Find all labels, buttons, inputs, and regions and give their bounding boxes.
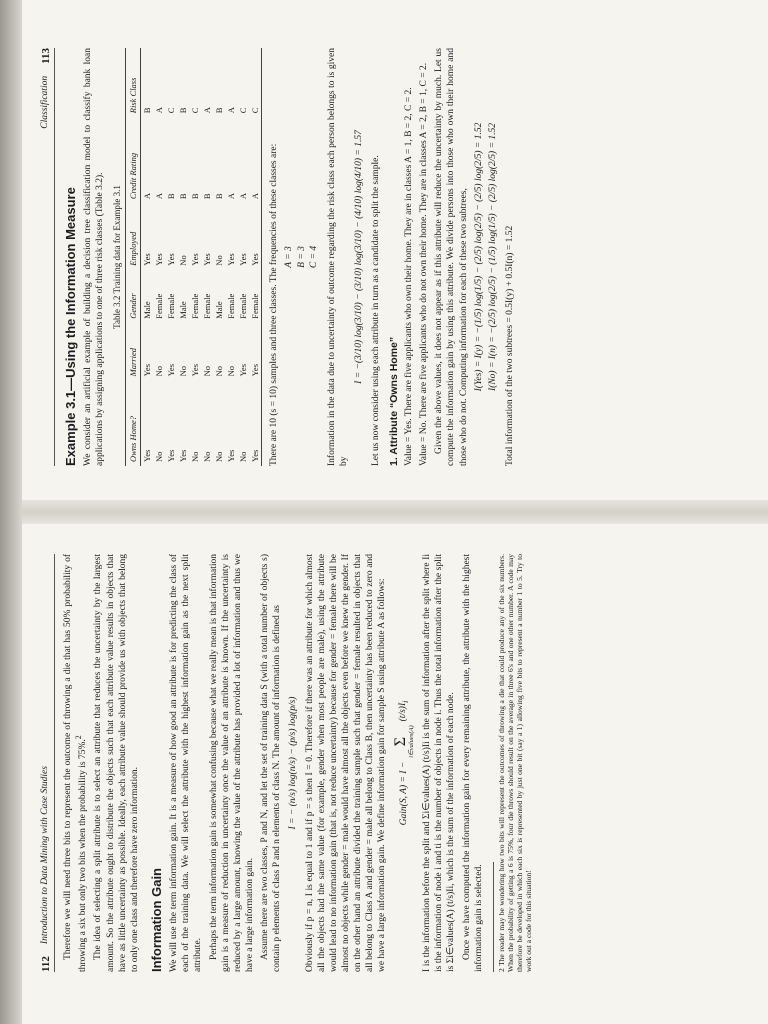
right-page [0, 0, 768, 500]
attribute-heading: 1. Attribute “Owns Home” [387, 336, 400, 466]
information-value-equation: I = −(3/10) log(3/10) − (3/10) log(3/10) − (4/10) log(4/10) = 1.57 [353, 130, 364, 384]
table-cell: Male [142, 301, 153, 319]
table-cell: Female [202, 293, 213, 319]
right-paragraph: Value = No. There are five applicants who do not own their home. They are in classes A = 2, B = 1, C = 2. [419, 62, 430, 466]
example-title: Example 3.1—Using the Information Measure [63, 187, 78, 466]
table-cell: Yes [249, 380, 262, 466]
class-frequencies [283, 48, 320, 466]
section-title-information-gain: Information Gain [149, 868, 165, 972]
table-row [141, 48, 154, 466]
table-cell: Female [238, 293, 249, 319]
table-cell: Yes [238, 363, 249, 377]
left-paragraph: Therefore we will need three bits to represent the outcome of throwing a die that has 50% probability of throwing a six but only two bits when the probability is 75%.$^2$ [63, 554, 89, 972]
left-paragraph: Once we have computed the information gain for every remaining attribute, the attribute with the highest information gain is selected. [461, 554, 484, 972]
table-cell: Yes [166, 253, 177, 266]
table-row [237, 48, 249, 466]
table-row [249, 48, 262, 466]
table-cell: B [178, 193, 189, 200]
table-row [201, 48, 213, 466]
table-cell: Yes [142, 449, 153, 462]
table-cell: A [226, 192, 237, 200]
table-caption: Table 3.2 Training data for Example 3.1 [112, 185, 123, 329]
gain-equation-rhs: $(t/s)I_i$ [397, 700, 410, 722]
training-data-table [125, 48, 262, 466]
table-cell: A [142, 192, 153, 200]
table-cell: C [190, 107, 201, 114]
left-paragraph: Obviously if p = n, I is equal to 1 and if p = s then I = 0. Therefore if there was an attribute for which almost all the objects had the same value (for example, gender when most people are male), using the attribute would lead to no information gain (that is, not reduce uncertainty) because for gender = female there will be almost no objects while gender = male would have almost all the objects even before we knew the gender. If on the other hand an attribute divided the training sample such that gender = female resulted in objects that all belong to Class A and gender = male all belong to Class B, then uncertainty has been reduced to zero and we have a large information gain. We define information gain for sample S using attribute A as follows: [304, 554, 388, 972]
right-paragraph: There are 10 (s = 10) samples and three classes. The frequencies of these classes are: [269, 143, 280, 466]
scan-edge-shadow [0, 0, 22, 1024]
right-paragraph: Let us now consider using each attribute in turn as a candidate to split the sample. [370, 155, 381, 466]
table-cell: B [142, 107, 153, 114]
right-paragraph: Information in the data due to uncertainty of outcome regarding the risk class each person belongs to is given by [326, 48, 349, 466]
table-cell: B [214, 107, 225, 114]
table-cell: Yes [142, 253, 153, 266]
left-paragraph: We will use the term information gain. It is a measure of how good an attribute is for predicting the class of each of the training data. We will select the attribute with the highest information gain as the next split attribute. [169, 554, 204, 972]
table-cell: Yes [178, 449, 189, 462]
column-header: Risk Class [126, 48, 141, 117]
column-header: Owns Home? [126, 380, 141, 466]
table-cell: Yes [154, 253, 165, 266]
left-page [0, 524, 768, 1024]
gain-equation [393, 554, 416, 972]
table-cell: No [178, 255, 189, 266]
footnote-rule [493, 862, 494, 972]
frequency-c: C = 4 [309, 245, 320, 269]
left-paragraph: Perhaps the term information gain is somewhat confusing because what we really mean is that information gain is a measure of reduction in uncertainty once the value of an attribute is known. If the uncertainty is reduced by a large amount, knowing the value of the attribute has provided a lot of information and thus we have a large information gain. [208, 554, 256, 972]
table-cell: A [154, 107, 165, 114]
table-row [189, 48, 201, 466]
table-row [165, 48, 177, 466]
table-cell: C [249, 48, 262, 117]
gain-equation-lhs: Gain(S, A) = I − [398, 761, 409, 826]
table-cell: A [154, 192, 165, 200]
right-paragraph: We consider an artificial example of building a decision tree classification model to classify bank loan applications by assigning applications to one of three risk classes (Table 3.2). [83, 48, 106, 466]
right-running-title: Classification [40, 75, 50, 129]
table-cell: Yes [226, 449, 237, 462]
table-cell: B [178, 107, 189, 114]
table-cell: Yes [249, 203, 262, 270]
table-row [225, 48, 237, 466]
table-cell: Yes [202, 253, 213, 266]
table-row [153, 48, 165, 466]
table-cell: Female [226, 293, 237, 319]
left-running-title: Introduction to Data Mining with Case Studies [40, 766, 50, 945]
footnote-marker: 2 [74, 735, 84, 740]
table-cell: Yes [226, 253, 237, 266]
table-cell: B [214, 193, 225, 200]
table-cell: No [214, 451, 225, 462]
column-header: Employed [126, 203, 141, 270]
summation-subscript: i∈values(A) [407, 725, 415, 758]
column-header: Credit Rating [126, 117, 141, 203]
column-header: Gender [126, 270, 141, 323]
right-page-header [40, 48, 55, 466]
left-page-header [40, 554, 55, 972]
table-cell: Yes [166, 449, 177, 462]
table-row [213, 48, 225, 466]
information-equation: I = − (n/s) log(n/s) − (p/s) log(p/s) [287, 696, 298, 830]
left-paragraph: I is the information before the split and Σi∈values(A) (t/s)Ii is the sum of information after the split where Ii is the information of node i and ti is the number of objects in node i. Thus the total information after the split is Σi∈values(A) (t/s)Ii, which is the sum of the information of each node. [422, 554, 457, 972]
left-paragraph: Assume there are two classes, P and N, and let the set of training data S (with a total number of objects s) contain p elements of class P and n elements of class N. The amount of information is defined as [260, 554, 283, 972]
book-gutter [0, 500, 768, 524]
right-paragraph: Value = Yes. There are five applicants who own their home. They are in classes A = 1, B = 2, C = 2. [403, 87, 414, 466]
table-cell: Male [178, 301, 189, 319]
table-cell: No [226, 365, 237, 377]
total-information: Total information of the two subtrees = 0.5I(y) + 0.5I(n) = 1.52 [504, 225, 515, 466]
table-row [177, 48, 189, 466]
table-cell: Male [214, 301, 225, 319]
subtree-yes-equation: I(Yes) = I(y) = −(1/5) log(1/5) − (2/5) log(2/5) − (2/5) log(2/5) = 1.52 [473, 122, 484, 392]
table-cell: No [202, 451, 213, 462]
table-cell: Yes [142, 363, 153, 377]
table-cell: A [202, 107, 213, 114]
right-page-number: 113 [40, 48, 52, 64]
table-cell: No [178, 365, 189, 377]
column-header: Married [126, 323, 141, 381]
frequency-b: B = 3 [296, 246, 307, 268]
table-cell: Female [154, 293, 165, 319]
table-cell: A [238, 192, 249, 200]
table-cell: C [166, 107, 177, 114]
table-cell: C [238, 107, 249, 114]
table-cell: Yes [190, 363, 201, 377]
table-cell: B [202, 193, 213, 200]
table-cell: B [190, 193, 201, 200]
table-cell: No [202, 365, 213, 377]
summation-symbol: Σ i∈values(A) [391, 725, 415, 758]
table-cell: A [249, 117, 262, 203]
table-cell: No [214, 365, 225, 377]
right-paragraph: Given the above values, it does not appear as if this attribute will reduce the uncertainty by much. Let us compute the information gain by using this attribute. We divide persons into those who own their home and those who do not. Computing information for each of these two subtrees, [434, 48, 469, 466]
table-cell: A [226, 107, 237, 114]
table-cell: Female [249, 270, 262, 323]
table-cell: No [154, 451, 165, 462]
table-cell: No [214, 255, 225, 266]
frequency-a: A = 3 [284, 246, 295, 268]
left-paragraph: The idea of selecting a split attribute is to select an attribute that reduces the uncertainty by the largest amount. So the attribute ought to distribute the objects such that each attribute value results in objects that have as little uncertainty as possible. Ideally, each attribute value should provide us with objects that belong to only one class and therefore have zero information. [93, 554, 140, 972]
table-cell: Female [190, 293, 201, 319]
table-cell: No [154, 365, 165, 377]
table-cell: Yes [238, 253, 249, 266]
table-cell: B [166, 193, 177, 200]
footnote: 2 The reader may be wondering how two bits will represent the outcomes of throwing a die that could produce any of the six numbers. When the probability of getting a 6 is 75%, four die throws should result on the average in three 6's and one other number. A code may therefore be developed in which each six is represented by just one bit (say a 1) allowing five bits to represent a number 1 to 5. Try to work out a code for this situation! [496, 554, 534, 972]
table-cell: Yes [190, 253, 201, 266]
table-cell: Yes [249, 323, 262, 381]
table-cell: Female [166, 293, 177, 319]
table-cell: Yes [166, 363, 177, 377]
table-cell: No [238, 451, 249, 462]
left-page-number: 112 [40, 956, 52, 972]
table-cell: No [190, 451, 201, 462]
subtree-no-equation: I(No) = I(n) = −(2/5) log(2/5) − (1/5) log(1/5) − (2/5) log(2/5) = 1.52 [487, 123, 498, 391]
table-header-row [126, 48, 141, 466]
